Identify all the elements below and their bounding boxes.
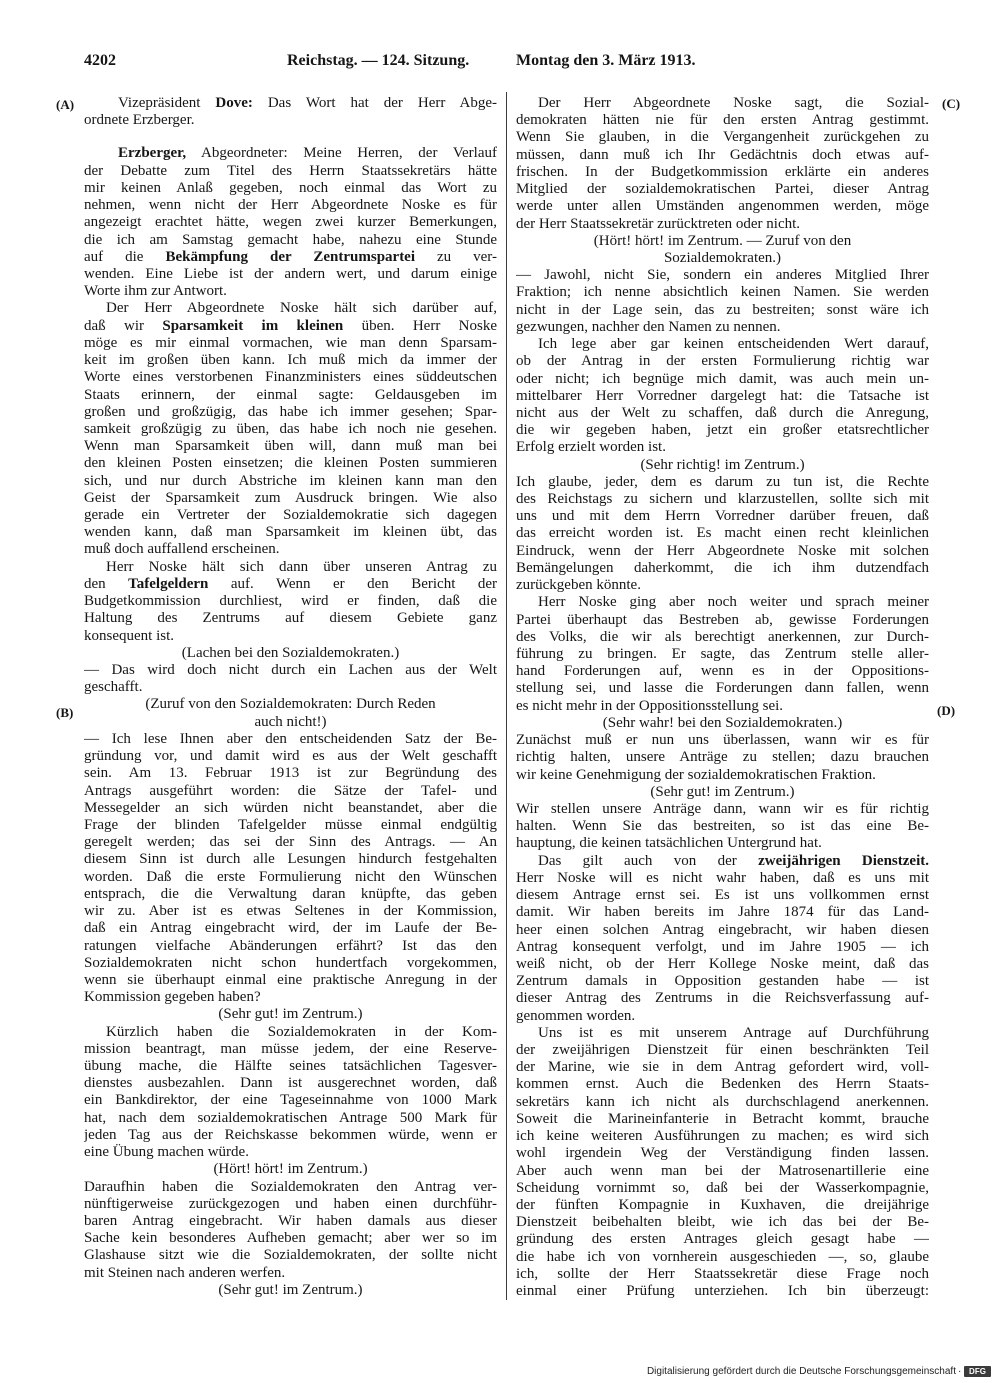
- text-line: (Sehr gut! im Zentrum.): [218, 1281, 363, 1298]
- paragraph: [84, 662, 497, 696]
- session-title: Reichstag. — 124. Sitzung.: [287, 52, 470, 69]
- text-line: Antrag konsequent verfolgt, und im Jahre 1905 — ich: [516, 938, 929, 955]
- paragraph: [516, 336, 929, 457]
- text-line: Scheidung vornimmt so, daß bei der Wasserkompagnie,: [516, 1179, 929, 1196]
- text-line: Wenn man Sparsamkeit üben will, dann muß man bei: [84, 438, 497, 455]
- text-line: [516, 853, 929, 870]
- text-line: diesem Sinn ist durch alle Lesungen hindurch festgehalten: [84, 851, 497, 868]
- text-line: dieser Antrag des Zentrums in die Reichsverfassung auf-: [516, 990, 929, 1007]
- text-run: auf die: [84, 248, 166, 265]
- left-column: [84, 95, 497, 1299]
- text-line: dienstes ausbezahlen. Dann ist ausgerechnet worden, daß: [84, 1075, 497, 1092]
- bold-run: Bekämpfung der Zentrumspartei: [165, 248, 416, 265]
- text-line: Staats erinnern, der einmal sagte: Geldausgeben im: [84, 386, 497, 403]
- text-line: wir zu. Aber ist es etwas Seltenes in der Kommission,: [84, 903, 497, 920]
- text-line: Uns ist es mit unserem Antrage auf Durchführung: [538, 1024, 929, 1041]
- session-date: Montag den 3. März 1913.: [516, 52, 696, 69]
- text-line: Zentrum damals in Opposition gestanden habe — ist: [516, 973, 929, 990]
- paragraph: [516, 801, 929, 853]
- paragraph: [516, 1025, 929, 1301]
- text-line: gerade ein Vertreter der Sozialdemokratie sich dagegen: [84, 507, 497, 524]
- text-line: Aber auch wenn man bei der Matrosenartillerie eine: [516, 1162, 929, 1179]
- text-line: frischen. In der Budgetkommission erklärte ein anderes: [516, 163, 929, 180]
- text-line: stellung sei, und lasse die Forderungen dann fallen, wenn: [516, 680, 929, 697]
- text-line: wohl irgendein Weg der Verständigung finden lassen.: [516, 1145, 929, 1162]
- text-line: ob der Antrag in der ersten Formulierung richtig war: [516, 353, 929, 370]
- text-line: ich keine weiteren Ausführungen zu machen; es wird sich: [516, 1128, 929, 1145]
- bold-run: zweijährigen Dienstzeit.: [758, 852, 929, 869]
- column-divider: [506, 92, 507, 1300]
- text-line: Kommission gegeben haben?: [84, 989, 261, 1006]
- text-line: (Sehr wahr! bei den Sozialdemokraten.): [602, 714, 843, 731]
- text-line: nehmen, wenn nicht der Herr Abgeordnete Noske es für: [84, 197, 497, 214]
- text-line: den kleinen Posten einsetzen; die kleinen Posten summieren: [84, 455, 497, 472]
- interjection: [516, 715, 929, 732]
- text-line: entsprach, die die Verwaltung daran knüpfte, das geben: [84, 885, 497, 902]
- text-run: Das Wort hat der Herr Abge-: [252, 95, 497, 111]
- text-line: eine Übung machen würde.: [84, 1144, 249, 1161]
- text-line: demokraten hätten nie für den ersten Antrag gestimmt.: [516, 112, 929, 129]
- text-line: Daraufhin haben die Sozialdemokraten den Antrag ver-: [84, 1178, 497, 1195]
- margin-marker-d: (D): [937, 703, 956, 718]
- text-line: mittelbarer Herr Vorredner dargelegt hat: die Tatsache ist: [516, 387, 929, 404]
- text-line: mir keinen Anlaß gegeben, noch einmal das Wort zu: [84, 179, 497, 196]
- bold-run: Dove:: [215, 95, 253, 111]
- text-line: der Marine, wie sie in dem Antrag gefordert wird, voll-: [516, 1059, 929, 1076]
- paragraph: [84, 559, 497, 645]
- interjection: [84, 1006, 497, 1023]
- text-line: Mitglied der sozialdemokratischen Partei, dieser Antrag: [516, 181, 929, 198]
- text-line: nicht aus der Welt zu schaffen, daß durch die Anregung,: [516, 404, 929, 421]
- text-line: (Sehr richtig! im Zentrum.): [640, 456, 805, 473]
- text-line: Dienstzeit beibehalten bleibt, wie ich das bei der Be-: [516, 1214, 929, 1231]
- text-line: Erfolg erzielt worden ist.: [516, 439, 666, 456]
- text-line: worden. Daß die erste Formulierung nicht den Wünschen: [84, 868, 497, 885]
- text-run: den: [84, 575, 129, 592]
- text-run: Abgeordneter: Meine Herren, der Verlauf: [186, 145, 497, 162]
- text-run: zu ver-: [415, 248, 497, 265]
- text-line: ich, sollte der Herr Staatssekretär diese Frage noch: [516, 1265, 929, 1282]
- text-line: damit. Wir haben bereits im Jahre 1874 für das Land-: [516, 904, 929, 921]
- text-line: des Volks, die wir als berechtigt anerkennen, zur Durch-: [516, 628, 929, 645]
- text-line: samkeit großzügig zu üben, das habe ich noch nie gesehen.: [84, 420, 497, 437]
- text-line: müssen, dann muß ich Ihr Gedächtnis doch etwas auf-: [516, 146, 929, 163]
- text-line: uns und mit dem Herrn Vorredner darüber freuen, daß: [516, 508, 929, 525]
- text-line: Worte ihm zur Antwort.: [84, 283, 227, 300]
- text-line: genommen worden.: [516, 1007, 636, 1024]
- text-line: großen und großzügig, das habe ich immer gesehen; Spar-: [84, 403, 497, 420]
- text-line: konsequent ist.: [84, 627, 174, 644]
- text-line: Herr Noske will es nicht wahr haben, daß es uns mit: [516, 869, 929, 886]
- paragraph: [516, 474, 929, 595]
- text-line: (Lachen bei den Sozialdemokraten.): [181, 644, 400, 661]
- text-line: wir keine Genehmigung der sozialdemokratischen Fraktion.: [516, 766, 876, 783]
- interjection: [516, 457, 929, 474]
- text-line: halten. Wenn Sie das bestreiten, so ist das eine Be-: [516, 818, 929, 835]
- text-line: Bemängelungen daherkommt, die ich ihm dutzendfach: [516, 559, 929, 576]
- text-line: (Zuruf von den Sozialdemokraten: Durch Reden: [145, 696, 436, 713]
- text-line: Fraktion; ich nenne absichtlich keinen Namen. Sie werden: [516, 284, 929, 301]
- text-line: übung mache, die Hälfte seines tatsächlichen Tagesver-: [84, 1058, 497, 1075]
- text-line: führung zu bringen. Er sagte, das Zentrum stelle aller-: [516, 646, 929, 662]
- text-line: [84, 576, 497, 593]
- text-line: Ich lege aber gar keinen entscheidenden Wert darauf,: [538, 336, 929, 353]
- paragraph: [516, 267, 929, 336]
- interjection: [84, 1161, 497, 1178]
- text-run: Vizepräsident: [118, 95, 216, 111]
- paragraph: [84, 731, 497, 1007]
- interjection: [84, 645, 497, 662]
- text-line: Sozialdemokraten.): [663, 249, 782, 266]
- text-line: gründung vor, und damit wird es aus der Welt geschafft: [84, 748, 497, 765]
- paragraph: [84, 1179, 497, 1282]
- text-line: Messegelder an sich würden nicht beanstandet, aber die: [84, 799, 497, 816]
- footer-separator: ·: [958, 1366, 962, 1377]
- text-line: Eindruck, wenn der Herr Abgeordnete Noske mit solchen: [516, 542, 929, 559]
- text-line: die habe ich von vornherein ausgeschieden —, so, glaube: [516, 1248, 929, 1265]
- text-line: die wir gegeben haben, jetzt ein großer etatsrechtlicher: [516, 422, 929, 439]
- text-line: Der Herr Abgeordnete Noske sagt, die Sozial-: [538, 95, 929, 111]
- text-line: geregelt werden; das sei der Sinn des Antrags. — An: [84, 834, 497, 851]
- page-header: [0, 50, 1000, 72]
- text-line: keit im großen üben kann. Ich muß mich da immer der: [84, 352, 497, 369]
- bold-run: Sparsamkeit im kleinen: [162, 317, 344, 334]
- text-line: auch nicht!): [254, 713, 327, 730]
- text-line: möge es mir einmal vormachen, wie man denn Sparsam-: [84, 334, 497, 351]
- text-line: hand Forderungen auf, wenn es in der Oppositions-: [516, 663, 929, 680]
- text-line: Sozialdemokraten nicht schon hundertfach vorgekommen,: [84, 954, 497, 971]
- text-line: kommen ernst. Auch die Bedenken des Herrn Staats-: [516, 1076, 929, 1093]
- text-line: werde unter allen Umständen angenommen werden, möge: [516, 198, 929, 215]
- margin-marker-a: (A): [56, 97, 75, 112]
- text-run: daß wir: [84, 317, 163, 334]
- text-line: sein. Am 13. Februar 1913 ist zur Begründung des: [84, 765, 497, 782]
- bold-run: Erzberger,: [118, 145, 187, 162]
- text-line: der Debatte zum Titel des Herrn Staatssekretärs hätte: [84, 162, 497, 179]
- paragraph: [516, 594, 929, 715]
- digitization-credit: Digitalisierung gefördert durch die Deutsche Forschungsgemeinschaft: [646, 1366, 956, 1377]
- text-line: nicht in der Lage sein, das zu bestreiten; sonst wäre ich: [516, 301, 929, 318]
- paragraph: [84, 95, 497, 129]
- text-line: die ich am Samstag gemacht habe, nahezu eine Stunde: [84, 231, 497, 248]
- text-line: der fünften Kompagnie in Kuxhaven, die dreijährige: [516, 1197, 929, 1213]
- text-line: Frage der blinden Tafelgelder müsse einmal endgültig: [84, 816, 497, 833]
- paragraph: [84, 1024, 497, 1162]
- text-line: Kürzlich haben die Sozialdemokraten in der Kom-: [106, 1023, 497, 1040]
- text-line: wenn sie überhaupt einmal eine praktische Anregung in der: [84, 971, 497, 988]
- text-line: — Das wird doch nicht durch ein Lachen aus der Welt: [84, 662, 497, 678]
- page-number: 4202: [84, 52, 116, 69]
- interjection: [84, 696, 497, 730]
- text-line: weiß nicht, ob der Herr Kollege Noske meint, daß das: [516, 955, 929, 972]
- text-line: Haltung des Zentrums auf diesem Gebiete ganz: [84, 610, 497, 627]
- text-run: üben. Herr Noske: [343, 317, 497, 334]
- text-line: muß doch auffallend erscheinen.: [84, 541, 280, 558]
- text-line: heer einen solchen Antrag eingebracht, wir haben diesen: [516, 921, 929, 938]
- text-line: Ich glaube, jeder, dem es darum zu tun ist, die Rechte: [516, 473, 929, 490]
- text-line: hauptung, die keinen tatsächlichen Untergrund hat.: [516, 835, 822, 852]
- text-line: sekretärs kann ich nicht als durchschlagend anerkennen.: [516, 1093, 929, 1110]
- text-line: diesem Antrage ernst sei. Es ist uns vollkommen ernst: [516, 887, 929, 904]
- text-line: einmal einer Prüfung unterziehen. Ich bin überzeugt:: [516, 1283, 929, 1300]
- text-line: — Ich lese Ihnen aber den entscheidenden Satz der Be-: [84, 730, 497, 747]
- text-line: der Herr Staatssekretär zurücktreten oder nicht.: [516, 215, 801, 232]
- text-line: der zweijährigen Dienstzeit für einen beschränkten Teil: [516, 1042, 929, 1059]
- text-line: mission beantragt, man müsse jedem, der eine Reserve-: [84, 1040, 497, 1057]
- paragraph: [516, 853, 929, 1025]
- paragraph: [516, 95, 929, 233]
- text-line: jeden Tag aus der Reichskasse bekommen würde, wenn er: [84, 1126, 497, 1143]
- interjection: [516, 233, 929, 267]
- text-line: mit Steinen nach anderen werfen.: [84, 1264, 286, 1281]
- text-line: wenden. Eine Liebe ist der andern wert, und darum einige: [84, 265, 497, 282]
- text-line: geschafft.: [84, 679, 143, 696]
- interjection: [516, 784, 929, 801]
- text-line: des Reichstags zu sichern und klarzustellen, sollte sich mit: [516, 491, 929, 508]
- text-line: hat, nach dem sozialdemokratischen Antrage 500 Mark für: [84, 1109, 497, 1126]
- text-line: (Hört! hört! im Zentrum.): [213, 1161, 368, 1178]
- text-line: es nicht mehr in der Oppositionsstellung sei.: [516, 697, 784, 714]
- margin-marker-b: (B): [56, 705, 74, 720]
- text-line: [84, 145, 497, 162]
- text-line: [84, 318, 497, 335]
- text-line: oder nicht; ich begnüge mich damit, was auch mein un-: [516, 370, 929, 387]
- text-line: das erreicht worden ist. Es macht einen recht kleinlichen: [516, 525, 929, 542]
- text-line: ein Bankdirektor, der eine Tageseinnahme von 1000 Mark: [84, 1092, 497, 1109]
- text-line: Soweit die Marineinfanterie in Betracht kommt, brauche: [516, 1110, 929, 1127]
- text-line: gründung des ersten Antrages gleich gesagt habe —: [516, 1231, 929, 1248]
- text-line: Wir stellen unsere Anträge dann, wann wir es für richtig: [516, 800, 929, 817]
- text-line: — Jawohl, nicht Sie, sondern ein anderes Mitglied Ihrer: [516, 267, 929, 284]
- paragraph: [516, 732, 929, 784]
- bold-run: Tafelgeldern: [128, 575, 209, 592]
- text-line: wenden kann, daß man Sparsamkeit im kleinen übt, das: [84, 524, 497, 541]
- text-line: Zunächst muß er nun uns überlassen, wann wir es für: [516, 732, 929, 749]
- text-line: baren Antrag eingebracht. Wir haben damals aus dieser: [84, 1213, 497, 1229]
- text-line: sich, und nur durch Abstriche im kleinen kann man den: [84, 472, 497, 489]
- text-line: gezwungen, nachher den Namen zu nennen.: [516, 318, 781, 335]
- text-line: Budgetkommission durchliest, wird er finden, daß die: [84, 593, 497, 610]
- right-column: [516, 95, 929, 1300]
- text-line: (Hört! hört! im Zentrum. — Zuruf von den: [593, 232, 852, 249]
- text-line: Herr Noske hält sich dann über unseren Antrag zu: [106, 558, 497, 575]
- text-line: Wenn Sie glauben, in die Vergangenheit zurückgehen zu: [516, 129, 929, 146]
- text-line: richtig halten, unsere Anträge zu stellen; dazu brauchen: [516, 749, 929, 766]
- text-run: auf. Wenn er den Bericht der: [208, 575, 497, 592]
- text-line: Der Herr Abgeordnete Noske hält sich darüber auf,: [106, 300, 497, 317]
- paragraph: [84, 300, 497, 558]
- text-line: nünftigerweise zurückgezogen und haben einen durchführ-: [84, 1195, 497, 1212]
- text-line: [84, 95, 497, 112]
- text-line: Worte eines verstorbenen Finanzministers eines süddeutschen: [84, 369, 497, 386]
- margin-marker-c: (C): [942, 96, 961, 111]
- text-line: zurückgeben könnte.: [516, 577, 641, 594]
- interjection: [84, 1282, 497, 1299]
- text-line: Partei überhaupt das Bestreben ab, gewisse Forderungen: [516, 611, 929, 628]
- text-line: daß ein Antrag eingebracht wird, der im Laufe der Be-: [84, 920, 497, 937]
- text-line: (Sehr gut! im Zentrum.): [218, 1006, 363, 1023]
- paragraph: [84, 145, 497, 300]
- text-line: ratungen vielfache Abänderungen erfährt? Ist das den: [84, 937, 497, 954]
- text-line: Antrags ausgeführt worden: die Sätze der Tafel- und: [84, 782, 497, 799]
- text-line: (Sehr gut! im Zentrum.): [650, 783, 795, 800]
- text-line: Herr Noske ging aber noch weiter und sprach meiner: [538, 594, 929, 611]
- text-line: Sache kein besonderes Aufheben gemacht; aber wer so im: [84, 1230, 497, 1247]
- text-line: ordnete Erzberger.: [84, 112, 195, 129]
- text-line: [84, 249, 497, 266]
- text-run: Das gilt auch von der: [538, 852, 759, 869]
- dfg-logo: DFG: [964, 1366, 991, 1377]
- text-line: Glashause sitzt wie die Sozialdemokraten, der sollte nicht: [84, 1247, 497, 1264]
- text-line: angezeigt erachtet hätte, wegen zwei kurzer Bemerkungen,: [84, 214, 497, 231]
- text-line: Geist der Sparsamkeit zum Ausdruck bringen. Wie also: [84, 489, 497, 506]
